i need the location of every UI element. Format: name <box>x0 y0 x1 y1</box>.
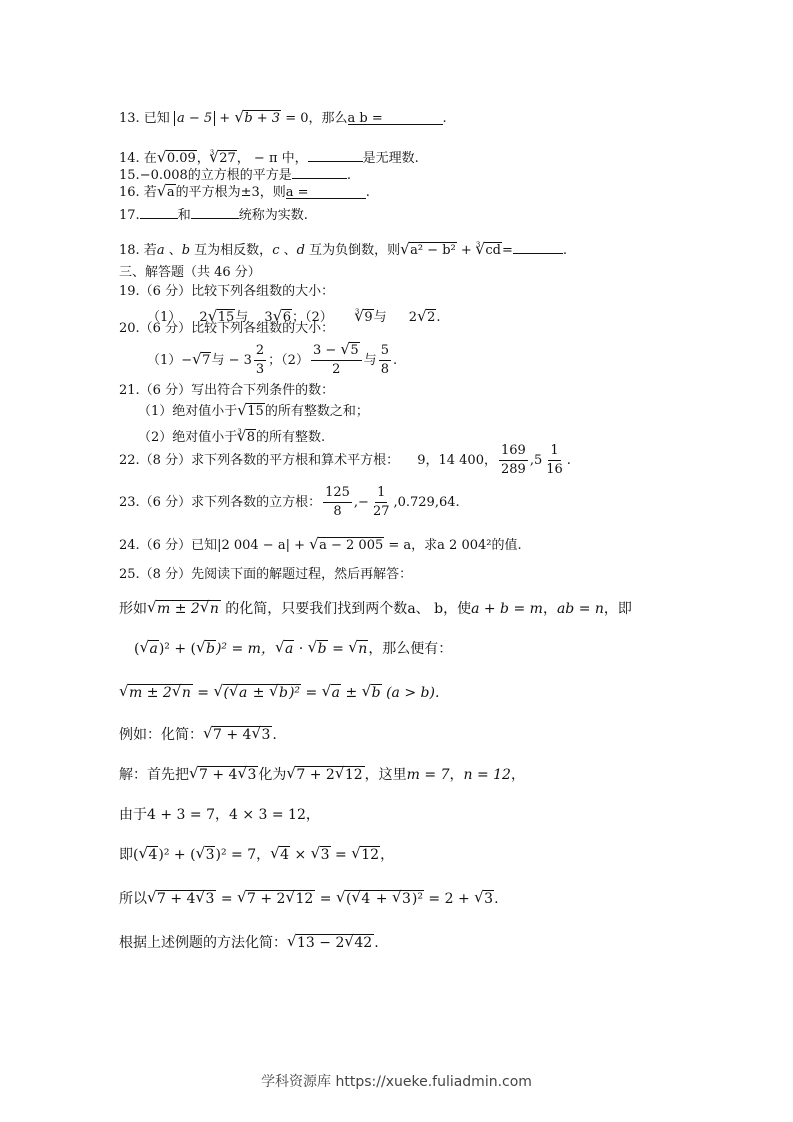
q18-end: . <box>562 243 568 258</box>
q25-l1-e: a、 b <box>407 601 444 617</box>
q25-l3-e: a <box>238 685 248 701</box>
q25-l2-c: )² + ( <box>158 641 196 657</box>
q25-l3-j: a <box>331 685 341 701</box>
q25-l4-c: 3 <box>261 727 271 743</box>
q25-l7-h: 3 <box>320 847 330 863</box>
question-13 <box>119 110 447 128</box>
q20-frac2-num-a: 3 − <box>312 343 341 358</box>
q25-l7-sqrt3b <box>311 846 331 864</box>
q25-l5-sqrt2 <box>286 766 364 784</box>
q20-part1-label: （1）− <box>147 353 193 368</box>
q25-l1-b: m ± 2 <box>157 601 200 617</box>
q20-part2-label: ；（2） <box>268 353 309 368</box>
q25-l3-sqrt-a <box>229 684 248 702</box>
q16-sqrt <box>157 184 176 202</box>
q25-l8-inner3 <box>351 890 371 908</box>
q15-num: 15. <box>119 168 140 183</box>
q19-part1-label: （1） <box>147 310 182 325</box>
question-20: 20.（6 分）比较下列各组数的大小： <box>119 321 335 336</box>
q25-l2-i: = <box>327 641 349 657</box>
q22-end: . <box>566 453 571 468</box>
q23-frac2-den: 27 <box>372 504 390 519</box>
q13-blank-text: a b = <box>347 111 383 126</box>
q25-l8-sqrt2 <box>237 890 315 908</box>
q25-l1-a: 形如 <box>119 601 147 617</box>
q25-l2-a: ( <box>134 641 140 657</box>
q19-radicand2: 6 <box>282 310 291 325</box>
section-3-heading: 三、解答题（共 46 分） <box>119 265 261 280</box>
q16-radicand: a <box>166 185 175 200</box>
q25-l7-g: × <box>290 847 311 863</box>
q25-l9-sqrt <box>287 934 374 952</box>
question-20-parts <box>147 340 397 382</box>
q19-cbrt-radicand: 9 <box>364 310 373 325</box>
q25-l4-b: 7 + 4 <box>213 727 252 743</box>
q25-l6-b: 4 + 3 = 7，4 × 3 = 12， <box>147 807 320 823</box>
q22-frac1 <box>499 442 528 479</box>
q18-var-d: d <box>296 243 305 258</box>
q23-frac1-den: 8 <box>333 504 342 519</box>
q21-p1-text: （1）绝对值小于 <box>138 404 238 419</box>
q15-value: −0.008 <box>139 168 188 183</box>
q25-l4-inner <box>251 726 271 744</box>
q25-l8-l: )² <box>411 891 423 907</box>
q25-l8-inner1 <box>195 890 215 908</box>
q16-blank[interactable] <box>286 184 366 199</box>
q18-cbrt-radicand: cd <box>485 243 501 258</box>
q18-eq: = <box>501 243 513 258</box>
q14-index: 3 <box>209 149 215 157</box>
q13-end: . <box>442 111 447 126</box>
q25-line-4 <box>119 726 277 744</box>
q25-l5-a: 解：首先把 <box>119 767 189 783</box>
q14-text: 14. 在 <box>119 151 157 166</box>
q19-coef3: 2 <box>408 310 418 325</box>
q16-blank-text: a = <box>285 185 309 200</box>
q25-l2-sqrt-b <box>196 640 216 658</box>
q17-and: 和 <box>177 208 191 223</box>
question-21-part1 <box>138 403 369 421</box>
q25-l3-l: b <box>371 685 381 701</box>
q25-l1-radicand <box>156 600 221 617</box>
q25-l8-g: = <box>315 891 336 907</box>
q22-frac2-num: 1 <box>548 442 560 461</box>
q22-mixed-int: ,5 <box>529 453 543 468</box>
q25-l3-g: b <box>278 685 288 701</box>
q25-l5-inner2 <box>335 766 364 784</box>
q25-l9-radicand <box>296 934 374 951</box>
q25-l2-k: ，那么便有： <box>368 641 453 657</box>
q19-coef1: 2 <box>199 310 208 325</box>
q25-l5-f: 12 <box>344 767 363 783</box>
q19-radicand3: 2 <box>427 310 436 325</box>
q25-l3-m: (a > b). <box>381 685 440 701</box>
q18-sep2: 、 <box>279 243 297 258</box>
q25-l7-j: 12 <box>361 847 380 863</box>
q25-l3-c: = <box>192 685 214 701</box>
question-17 <box>119 204 308 225</box>
q25-l5-radicand2 <box>295 766 364 783</box>
q25-l3-big-radicand <box>223 684 302 701</box>
q18-plus: + <box>456 243 476 258</box>
q19-and1: 与 <box>235 310 249 325</box>
q25-line-1 <box>119 600 632 618</box>
q25-line-2 <box>134 640 452 658</box>
q18-cbrt <box>475 242 502 260</box>
q21-p1-tail: 的所有整数之和； <box>264 404 369 419</box>
q25-l8-inner4 <box>392 890 412 908</box>
q25-l8-sqrt3 <box>336 890 424 908</box>
q20-frac3-num: 5 <box>379 342 391 361</box>
q25-l5-inner1 <box>237 766 257 784</box>
q14-radicand: 0.09 <box>166 151 196 166</box>
q25-l7-sqrt4b <box>270 846 290 864</box>
q25-l5-i: ， <box>449 767 464 783</box>
question-16 <box>119 184 370 202</box>
q25-l7-a: 即( <box>119 847 139 863</box>
q13-text: 13. 已知 <box>119 111 170 126</box>
q21-index: 3 <box>237 428 242 436</box>
q18-radicand: a² − b² <box>410 243 456 258</box>
q21-radicand: 15 <box>247 404 264 419</box>
q19-cbrt <box>354 309 373 327</box>
q25-l8-h: ( <box>345 891 352 907</box>
q25-l2-g: · <box>294 641 308 657</box>
q23-frac2 <box>371 484 392 521</box>
q14-pi: ， − π 中， <box>236 151 308 166</box>
q25-l9-b: 13 − 2 <box>297 935 345 951</box>
q25-l2-sqrt-n <box>348 640 368 658</box>
q20-frac3 <box>379 342 391 379</box>
q25-l8-j: + <box>371 891 392 907</box>
q16-mid: 的平方根为±3，则 <box>175 185 286 200</box>
q25-line-3 <box>119 684 439 702</box>
q25-l8-m: = 2 + <box>423 891 475 907</box>
q25-l3-sqrt <box>119 684 193 702</box>
q25-l7-b: 4 <box>148 847 158 863</box>
q25-line-8 <box>119 890 499 908</box>
q17-blank-2[interactable] <box>191 204 239 219</box>
q25-l3-sqrt-a2 <box>322 684 341 702</box>
q20-frac2-den: 2 <box>332 362 341 377</box>
q22-values: 9，14 400， <box>417 453 497 468</box>
q25-l3-inner <box>172 684 192 702</box>
q21-p2-tail: 的所有整数. <box>256 430 326 445</box>
q24-text: 24.（6 分）已知 <box>119 538 218 553</box>
q19-and2: 与 <box>373 310 387 325</box>
q25-l8-e: 7 + 2 <box>247 891 286 907</box>
q25-l3-i: = <box>301 685 322 701</box>
q14-cbrt-radicand: 27 <box>219 151 236 166</box>
q25-l9-a: 根据上述例题的方法化简： <box>119 935 287 951</box>
q25-line-7 <box>119 846 394 864</box>
q14-comma: ， <box>196 151 210 166</box>
q25-l8-i: 4 <box>361 891 371 907</box>
q25-l3-a: m ± 2 <box>129 685 172 701</box>
q20-frac1 <box>254 342 266 379</box>
q21-cbrt-radicand: 8 <box>246 430 256 445</box>
q25-l8-b: 7 + 4 <box>157 891 196 907</box>
q25-l7-sqrt12 <box>351 846 380 864</box>
question-25: 25.（8 分）先阅读下面的解题过程，然后再解答： <box>119 567 413 582</box>
q23-frac1-num: 125 <box>323 484 352 503</box>
q25-l8-radicand2 <box>246 890 315 907</box>
q25-l5-h: m = 7 <box>406 767 450 783</box>
q25-l1-f: ，使 <box>443 601 472 617</box>
q25-l5-j: n = 12 <box>463 767 511 783</box>
q25-l8-o: . <box>494 891 499 907</box>
q25-l7-i: = <box>330 847 352 863</box>
q24-expr: a 2 004² <box>437 538 492 553</box>
q25-l5-c: 3 <box>247 767 257 783</box>
q20-frac3-den: 8 <box>380 362 389 377</box>
q19-part2-label: ；（2） <box>291 310 333 325</box>
q25-l8-f: 12 <box>295 891 314 907</box>
q13-eq: = 0，那么 <box>281 111 348 126</box>
q25-l4-sqrt <box>203 726 272 744</box>
q25-l8-sqrt1 <box>147 890 216 908</box>
q25-l2-d: b <box>206 641 215 657</box>
q22-frac2-den: 16 <box>546 462 563 477</box>
q25-line-6 <box>119 806 320 824</box>
q20-sqrt1 <box>192 340 211 382</box>
question-22 <box>119 440 571 482</box>
q25-l3-sqrt-big <box>214 684 302 702</box>
q25-l5-e: 7 + 2 <box>296 767 335 783</box>
q25-l4-radicand <box>212 726 272 743</box>
q14-blank[interactable] <box>308 147 363 162</box>
q15-blank[interactable] <box>292 164 347 179</box>
q21-sqrt <box>237 403 265 421</box>
q22-frac1-num: 169 <box>499 442 528 461</box>
q13-blank[interactable] <box>348 110 443 125</box>
q23-text: 23.（6 分）求下列各数的立方根： <box>119 495 322 510</box>
q25-l2-f: a <box>284 641 294 657</box>
q25-line-9 <box>119 934 379 952</box>
q18-sqrt <box>400 242 457 260</box>
q25-l2-sqrt-a <box>139 640 158 658</box>
q25-l8-c: 3 <box>205 891 215 907</box>
q18-var-b: b <box>181 243 191 258</box>
q13-radicand: b + 3 <box>244 111 281 126</box>
q25-l3-d: ( <box>223 685 229 701</box>
q24-tail: 的值. <box>491 538 522 553</box>
q25-l1-i: ab = n <box>556 601 604 617</box>
q24-sqrt <box>309 537 384 555</box>
q25-l9-c: 42 <box>354 935 373 951</box>
q18-sep1: 、 <box>164 243 182 258</box>
q14-tail: 是无理数. <box>362 151 419 166</box>
q18-var-c: c <box>272 243 280 258</box>
q22-text: 22.（8 分）求下列各数的平方根和算术平方根： <box>119 453 400 468</box>
q25-l3-h: )² <box>288 685 301 701</box>
q20-frac1-num: 2 <box>254 342 266 361</box>
q19-coef2: 3 <box>264 310 273 325</box>
q25-l8-n: 3 <box>484 891 494 907</box>
q25-l2-h: b <box>317 641 327 657</box>
q19-end: . <box>436 310 441 325</box>
q25-l3-radicand <box>128 684 193 701</box>
footer-source: 学科资源库 https://xueke.fuliadmin.com <box>261 1074 532 1090</box>
q18-mid1: 互为相反数， <box>190 243 273 258</box>
q25-l7-e: )² = 7， <box>215 847 271 863</box>
question-21: 21.（6 分）写出符合下列条件的数： <box>119 383 335 398</box>
q23-minus: ,− <box>353 495 369 510</box>
q25-l2-j: n <box>358 641 368 657</box>
q25-l3-f: ± <box>248 685 269 701</box>
q25-l8-d: = <box>216 891 238 907</box>
q13-abs: a − 5 <box>174 111 215 126</box>
q25-l8-a: 所以 <box>119 891 147 907</box>
q24-radicand: a − 2 005 <box>319 538 384 553</box>
q20-radicand2: 5 <box>350 343 359 358</box>
q18-index: 3 <box>475 241 481 249</box>
q17-tail: 统称为实数. <box>238 208 308 223</box>
q13-sqrt <box>234 110 281 128</box>
q18-mid2: 互为负倒数，则 <box>304 243 401 258</box>
q23-frac2-num: 1 <box>375 484 387 503</box>
q20-radicand1: 7 <box>202 353 211 368</box>
question-18 <box>119 236 567 260</box>
q23-tail: ,0.729,64. <box>393 495 460 510</box>
q25-l8-k: 3 <box>401 891 411 907</box>
q25-l3-sqrt-b <box>269 684 289 702</box>
q25-l3-sqrt-b2 <box>362 684 382 702</box>
q18-blank[interactable] <box>513 239 563 254</box>
q16-end: . <box>365 185 370 200</box>
q20-sqrt2 <box>340 342 359 360</box>
q25-l6-a: 由于 <box>119 807 147 823</box>
q25-l5-sqrt1 <box>189 766 258 784</box>
q25-l5-radicand1 <box>198 766 258 783</box>
q25-l8-inner2 <box>285 890 314 908</box>
q25-l1-c: n <box>209 601 219 617</box>
q25-l7-k: ， <box>380 847 395 863</box>
q19-sqrt3 <box>417 309 436 327</box>
q25-l7-sqrt4 <box>138 846 158 864</box>
q24-abs: |2 004 − a| + <box>217 538 310 553</box>
q25-l3-b: n <box>181 685 191 701</box>
q20-end: . <box>392 353 398 368</box>
q25-l8-radicand1 <box>156 890 216 907</box>
question-24 <box>119 537 522 555</box>
q20-and2: 与 <box>363 353 377 368</box>
q25-l1-g: a + b = m <box>471 601 543 617</box>
question-23 <box>119 482 460 524</box>
q15-text: 的立方根的平方是 <box>187 168 292 183</box>
q20-frac1-den: 3 <box>255 362 265 377</box>
q25-l8-sqrt4 <box>474 890 494 908</box>
q25-l4-d: . <box>272 727 277 743</box>
q19-index: 3 <box>354 308 360 316</box>
q18-text: 18. 若 <box>119 243 157 258</box>
q21-p2-text: （2）绝对值小于 <box>138 430 238 445</box>
q22-frac2 <box>544 442 565 479</box>
q25-l1-j: ，即 <box>603 601 632 617</box>
q25-l7-sqrt3 <box>196 846 216 864</box>
q25-l5-g: ，这里 <box>364 767 407 783</box>
q13-plus: + <box>215 111 235 126</box>
q17-num: 17. <box>119 208 140 223</box>
q25-l7-d: 3 <box>205 847 215 863</box>
q16-text: 16. 若 <box>119 185 157 200</box>
q25-l3-k: ± <box>341 685 362 701</box>
q25-l5-k: ， <box>510 767 525 783</box>
q25-l2-sqrt-a2 <box>275 640 294 658</box>
q20-frac2-num <box>311 342 362 361</box>
q25-l8-radicand3 <box>345 890 424 907</box>
q25-l7-f: 4 <box>280 847 290 863</box>
q25-line-5 <box>119 766 525 784</box>
q25-l9-d: . <box>374 935 379 951</box>
q17-blank-1[interactable] <box>140 204 178 219</box>
q18-var-a: a <box>156 243 165 258</box>
q15-end: . <box>346 168 351 183</box>
q25-l9-inner <box>344 934 373 952</box>
question-15 <box>119 164 351 185</box>
q25-l2-e: )² = m， <box>215 641 275 657</box>
q24-mid: = a，求 <box>384 538 438 553</box>
q25-l1-d: 的化简，只要我们找到两个数 <box>220 601 408 617</box>
q20-frac2 <box>311 342 362 379</box>
question-19: 19.（6 分）比较下列各组数的大小： <box>119 284 335 299</box>
q25-l2-sqrt-b2 <box>308 640 328 658</box>
q25-l2-b: a <box>149 641 158 657</box>
q25-l1-sqrt <box>147 600 221 618</box>
q19-radicand1: 15 <box>217 310 235 325</box>
q22-frac1-den: 289 <box>500 462 526 477</box>
q25-l1-inner-sqrt <box>200 600 220 618</box>
q25-l5-b: 7 + 4 <box>199 767 238 783</box>
q25-l1-h: ， <box>542 601 557 617</box>
q23-frac1 <box>323 484 352 521</box>
q25-l5-d: 化为 <box>258 767 287 783</box>
q25-l7-c: )² + ( <box>158 847 196 863</box>
q20-and1: 与 − 3 <box>211 353 252 368</box>
q25-l4-a: 例如：化简： <box>119 727 203 743</box>
